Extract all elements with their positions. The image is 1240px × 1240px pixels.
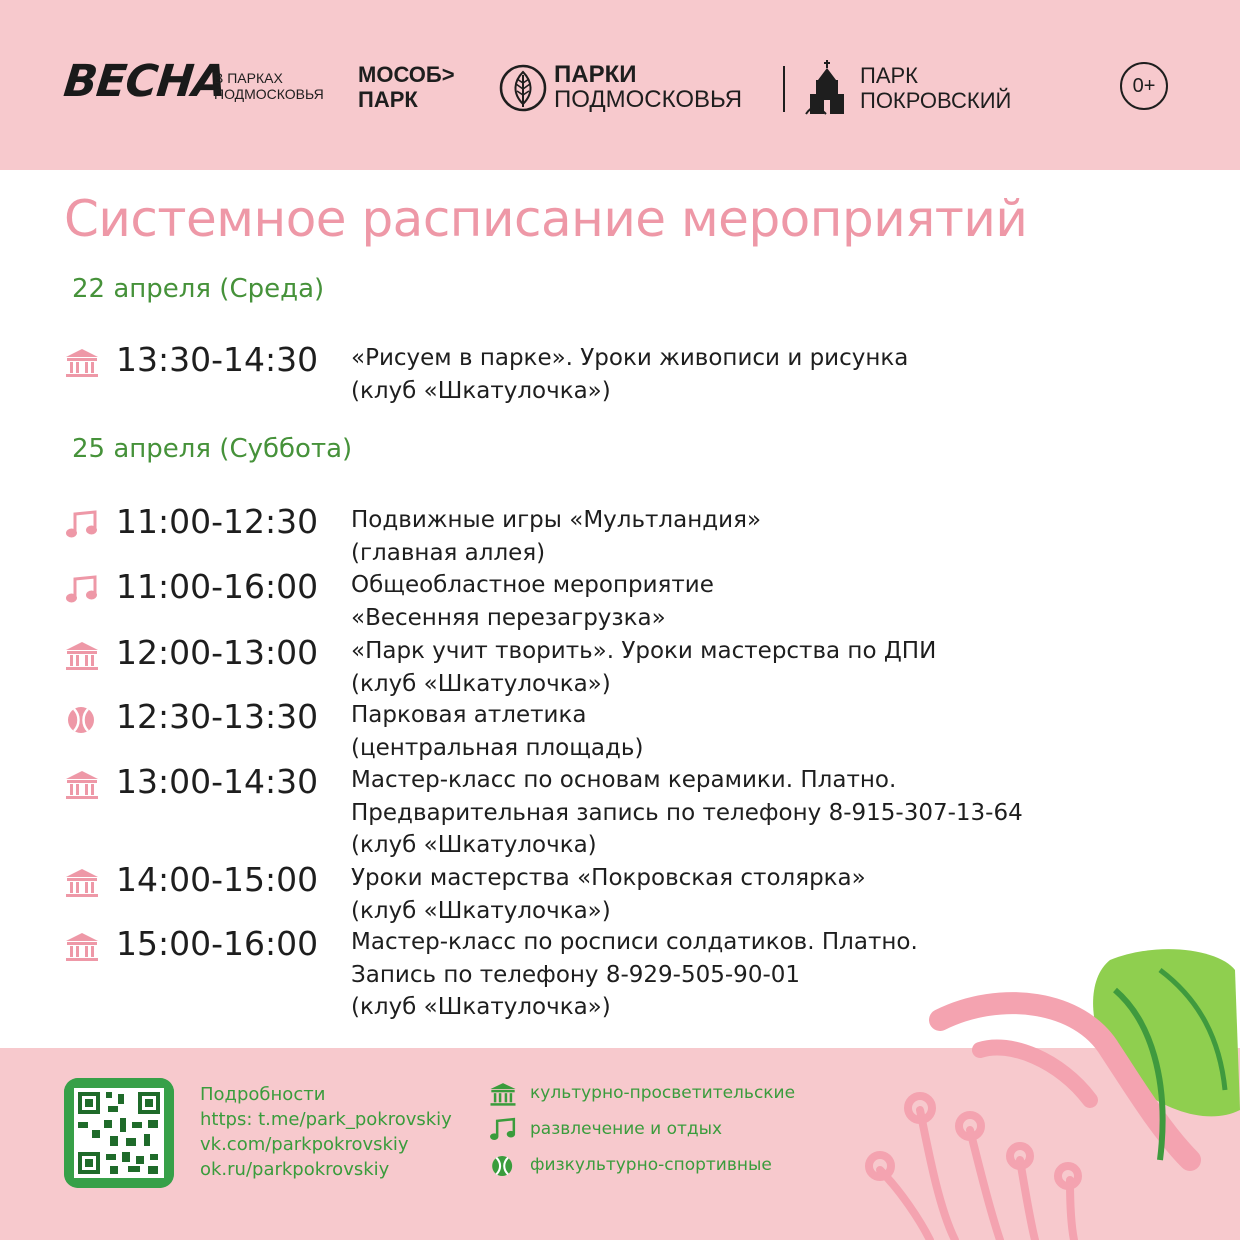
museum-icon [64,641,100,671]
legend-label: культурно-просветительские [530,1083,796,1103]
event-time: 12:00-13:00 [116,633,319,672]
page-title: Системное расписание мероприятий [64,190,1028,248]
event-time: 14:00-15:00 [116,860,319,899]
ok-link[interactable]: ok.ru/parkpokrovskiy [200,1159,390,1180]
event-description: «Рисуем в парке». Уроки живописи и рисунка (клуб «Шкатулочка») [351,345,909,404]
vesna-logo: ВЕСНА [61,56,229,107]
event-description: Общеобластное мероприятие «Весенняя перезагрузка» [351,572,714,631]
event-description: Мастер-класс по росписи солдатиков. Платно. Запись по телефону 8-929-505-90-01 (клуб «Шкатулочка») [351,929,918,1020]
event-description: Мастер-класс по основам керамики. Платно. Предварительная запись по телефону 8-915-307-13-64 (клуб «Шкатулочка) [351,767,1023,858]
event-time: 15:00-16:00 [116,924,319,963]
event-time: 13:30-14:30 [116,340,319,379]
age-rating-badge: 0+ [1120,62,1168,110]
event-description: «Парк учит творить». Уроки мастерства по ДПИ (клуб «Шкатулочка») [351,638,937,697]
vesna-logo-subtitle: В ПАРКАХ ПОДМОСКОВЬЯ [214,70,324,102]
music-note-icon [64,575,100,605]
church-logo-icon [804,58,850,118]
parks-podmoskovya-logo [554,62,742,112]
parks-logo-line2: ПОДМОСКОВЬЯ [554,86,743,113]
event-description: Подвижные игры «Мультландия» (главная аллея) [351,507,762,566]
details-label: Подробности [200,1084,326,1105]
parks-logo-line1: ПАРКИ [554,61,637,88]
telegram-link[interactable]: https: t.me/park_pokrovskiy [200,1109,452,1130]
date-heading: 22 апреля (Среда) [72,274,325,304]
event-description: Парковая атлетика (центральная площадь) [351,702,644,761]
mosoblpark-logo: МОСОБ> ПАРК [358,62,455,112]
ball-icon [64,705,100,735]
ball-icon [488,1152,518,1180]
park-pokrovskiy-logo: ПАРК ПОКРОВСКИЙ [860,63,1012,113]
qr-code[interactable] [64,1078,174,1188]
museum-icon [64,868,100,898]
event-time: 12:30-13:30 [116,697,319,736]
legend-label: развлечение и отдых [530,1119,723,1139]
music-note-icon [64,510,100,540]
footer-links [200,1082,452,1182]
event-time: 13:00-14:30 [116,762,319,801]
plant-decoration [860,930,1240,1240]
date-heading: 25 апреля (Суббота) [72,434,353,464]
museum-icon [64,770,100,800]
leaf-logo-icon [498,63,548,113]
museum-icon [64,932,100,962]
legend-label: физкультурно-спортивные [530,1155,772,1175]
event-time: 11:00-16:00 [116,567,319,606]
music-note-icon [488,1116,518,1144]
event-time: 11:00-12:30 [116,502,319,541]
header-divider [783,66,785,112]
museum-icon [488,1080,518,1108]
event-description: Уроки мастерства «Покровская столярка» (клуб «Шкатулочка») [351,865,866,924]
museum-icon [64,348,100,378]
vk-link[interactable]: vk.com/parkpokrovskiy [200,1134,409,1155]
